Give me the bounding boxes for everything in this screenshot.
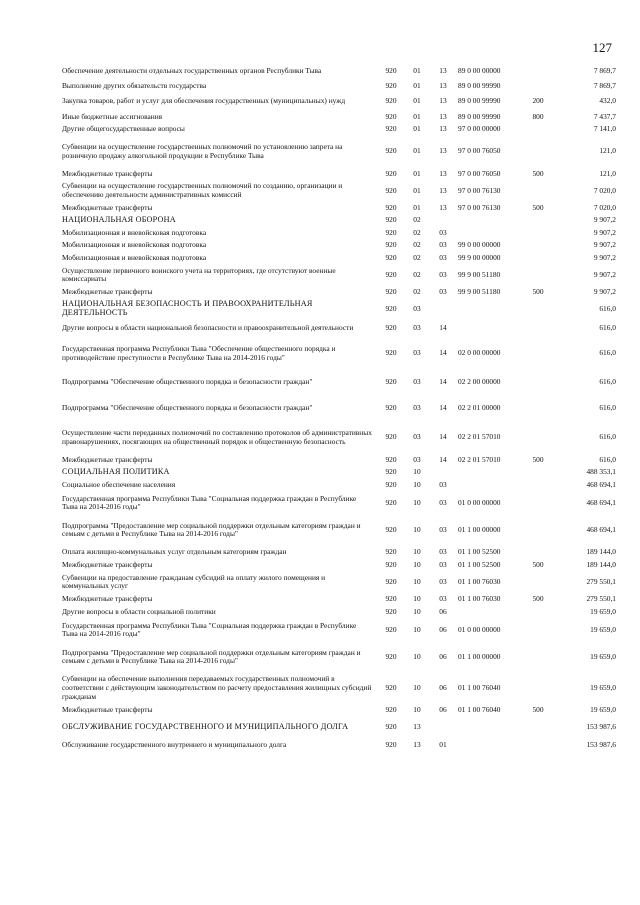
cell-rz: 13 [413, 721, 421, 731]
cell-cs: 99 0 00 00000 [458, 240, 501, 250]
cell-sum: 468 694,1 [586, 524, 616, 534]
cell-vr [524, 545, 552, 559]
cell-vr [524, 642, 552, 672]
cell-pr: 03 [439, 497, 447, 507]
table-row [62, 642, 616, 672]
budget-rows [62, 62, 616, 753]
cell-pr: 14 [439, 377, 447, 387]
cell-sum: 616,0 [599, 432, 616, 442]
table-row [62, 672, 616, 704]
cell-gr: 920 [385, 705, 397, 715]
table-row [62, 606, 616, 619]
table-row [62, 491, 616, 515]
cell-rz: 03 [413, 348, 421, 358]
cell-rz: 01 [413, 202, 421, 212]
cell-name: Иные бюджетные ассигнования [62, 111, 163, 121]
cell-vr [524, 491, 552, 515]
cell-name: Социальное обеспечение населения [62, 479, 176, 489]
cell-cs: 99 9 00 51180 [458, 269, 501, 279]
cell-rz: 02 [413, 269, 421, 279]
cell-rz: 01 [413, 146, 421, 156]
cell-gr: 920 [385, 96, 397, 106]
cell-gr: 920 [385, 432, 397, 442]
cell-cs: 02 2 01 57010 [458, 454, 501, 464]
cell-rz: 03 [413, 377, 421, 387]
cell-gr: 920 [385, 124, 397, 134]
cell-pr: 13 [439, 81, 447, 90]
cell-name: Межбюджетные трансферты [62, 560, 153, 570]
cell-pr: 03 [439, 560, 447, 570]
cell-cs: 01 0 00 00000 [458, 624, 501, 634]
cell-rz: 10 [413, 577, 421, 587]
cell-sum: 9 907,2 [593, 286, 616, 296]
cell-rz: 02 [413, 227, 421, 237]
cell-rz: 10 [413, 467, 421, 477]
cell-sum: 19 659,0 [590, 624, 616, 634]
cell-pr: 03 [439, 269, 447, 279]
cell-rz: 10 [413, 682, 421, 692]
cell-vr [524, 396, 552, 422]
cell-gr: 920 [385, 168, 397, 178]
cell-rz: 01 [413, 168, 421, 178]
cell-pr: 13 [439, 111, 447, 121]
cell-name: Межбюджетные трансферты [62, 594, 153, 604]
table-row [62, 80, 616, 93]
cell-vr: 500 [532, 168, 544, 178]
cell-name: Государственная программа Республики Тыва "Социальная поддержка граждан в Республике Тыва на 2014-2016 годы" [62, 493, 357, 512]
cell-cs: 01 1 00 00000 [458, 524, 501, 534]
cell-name: Межбюджетные трансферты [62, 705, 153, 715]
cell-pr: 14 [439, 323, 447, 333]
cell-name: Государственная программа Республики Тыва "Обеспечение общественного порядка и противодействие преступности в Республике Тыва на 2014-2016 годы" [62, 343, 336, 362]
cell-gr: 920 [385, 594, 397, 604]
cell-pr: 03 [439, 577, 447, 587]
cell-gr: 920 [385, 377, 397, 387]
cell-sum: 616,0 [599, 403, 616, 413]
cell-name: Закупка товаров, работ и услуг для обеспечения государственных (муниципальных) нужд [62, 96, 346, 106]
cell-cs [456, 737, 524, 753]
cell-pr [430, 466, 456, 479]
cell-cs: 01 1 00 52500 [458, 560, 501, 570]
cell-name: Мобилизационная и вневойсковая подготовка [62, 227, 207, 237]
cell-rz: 02 [413, 240, 421, 250]
cell-rz: 10 [413, 524, 421, 534]
cell-gr: 920 [385, 227, 397, 237]
section-row [62, 298, 616, 319]
table-row [62, 704, 616, 717]
cell-sum: 616,0 [599, 303, 616, 313]
cell-pr: 06 [439, 624, 447, 634]
cell-name: Другие общегосударственные вопросы [62, 124, 185, 134]
cell-sum: 121,0 [599, 168, 616, 178]
cell-name: СОЦИАЛЬНАЯ ПОЛИТИКА [62, 467, 170, 477]
cell-name: Подпрограмма "Предоставление мер социальной поддержки отдельным категориям граждан и семьям с детьми в Республике Тыва на 2014-2016 годы" [62, 647, 361, 666]
budget-table [62, 62, 616, 753]
cell-rz: 10 [413, 479, 421, 489]
cell-pr: 06 [439, 606, 447, 616]
cell-vr [524, 214, 552, 227]
cell-name: Мобилизационная и вневойсковая подготовка [62, 240, 207, 250]
cell-sum: 7 869,7 [593, 81, 616, 90]
cell-cs: 99 9 00 00000 [458, 252, 501, 262]
cell-rz: 01 [413, 185, 421, 195]
cell-rz: 02 [413, 252, 421, 262]
cell-vr [524, 62, 552, 80]
cell-gr: 920 [385, 215, 397, 225]
cell-gr: 920 [385, 81, 397, 90]
cell-vr [524, 672, 552, 704]
cell-cs [456, 214, 524, 227]
cell-gr: 920 [385, 323, 397, 333]
cell-vr [524, 320, 552, 338]
cell-pr: 13 [439, 96, 447, 106]
cell-cs [456, 466, 524, 479]
cell-gr: 920 [385, 577, 397, 587]
cell-cs: 97 0 00 00000 [458, 124, 501, 134]
table-row [62, 136, 616, 168]
cell-vr [524, 370, 552, 396]
cell-pr: 03 [439, 252, 447, 262]
cell-rz: 10 [413, 624, 421, 634]
table-row [62, 252, 616, 265]
table-row [62, 111, 616, 124]
cell-sum: 19 659,0 [590, 682, 616, 692]
cell-vr: 500 [532, 594, 544, 604]
cell-gr: 920 [385, 524, 397, 534]
cell-rz: 13 [413, 739, 421, 749]
cell-pr: 06 [439, 651, 447, 661]
cell-cs [456, 298, 524, 319]
cell-vr [524, 136, 552, 168]
cell-pr: 03 [439, 546, 447, 556]
cell-gr: 920 [385, 651, 397, 661]
cell-gr: 920 [385, 146, 397, 156]
cell-pr: 13 [439, 185, 447, 195]
cell-sum: 121,0 [599, 146, 616, 156]
cell-pr: 13 [439, 202, 447, 212]
cell-name: Обеспечение деятельности отдельных государственных органов Республики Тыва [62, 65, 322, 75]
cell-gr: 920 [385, 202, 397, 212]
cell-sum: 432,0 [599, 96, 616, 106]
table-row [62, 180, 616, 201]
cell-sum: 7 020,0 [593, 202, 616, 212]
cell-name: Осуществление части переданных полномочий по составлению протоколов об административных правонарушениях, посягающих на общественный порядок и общественную безопасность [62, 427, 372, 446]
cell-vr [524, 606, 552, 619]
cell-pr: 14 [439, 348, 447, 358]
cell-vr [524, 466, 552, 479]
cell-pr: 06 [439, 682, 447, 692]
cell-vr: 500 [532, 286, 544, 296]
cell-gr: 920 [385, 252, 397, 262]
cell-name: Подпрограмма "Обеспечение общественного порядка и безопасности граждан" [62, 403, 313, 413]
cell-gr: 920 [385, 111, 397, 121]
table-row [62, 618, 616, 642]
cell-sum: 616,0 [599, 348, 616, 358]
table-row [62, 559, 616, 572]
cell-sum: 7 020,0 [593, 185, 616, 195]
cell-gr: 920 [385, 269, 397, 279]
cell-gr: 920 [385, 240, 397, 250]
cell-rz: 02 [413, 286, 421, 296]
cell-vr: 800 [532, 111, 544, 121]
cell-vr: 500 [532, 202, 544, 212]
cell-pr: 13 [439, 124, 447, 134]
cell-sum: 153 987,6 [586, 739, 616, 749]
cell-vr [524, 180, 552, 201]
cell-cs: 97 0 00 76130 [458, 202, 501, 212]
cell-name: Межбюджетные трансферты [62, 168, 153, 178]
cell-cs [456, 717, 524, 737]
cell-cs: 89 0 00 99990 [458, 111, 501, 121]
section-row [62, 466, 616, 479]
table-row [62, 370, 616, 396]
cell-gr: 920 [385, 303, 397, 313]
cell-cs [456, 606, 524, 619]
cell-name: Оплата жилищно-коммунальных услуг отдельным категориям граждан [62, 546, 287, 556]
cell-cs: 02 2 01 00000 [458, 403, 501, 413]
table-row [62, 479, 616, 492]
cell-pr: 03 [439, 240, 447, 250]
table-row [62, 202, 616, 215]
cell-rz: 03 [413, 303, 421, 313]
cell-sum: 488 353,1 [586, 467, 616, 477]
cell-rz: 03 [413, 323, 421, 333]
cell-vr: 200 [532, 96, 544, 106]
cell-sum: 9 907,2 [593, 252, 616, 262]
cell-cs: 99 9 00 51180 [458, 286, 501, 296]
cell-name: НАЦИОНАЛЬНАЯ ОБОРОНА [62, 215, 176, 225]
cell-rz: 10 [413, 606, 421, 616]
cell-cs: 97 0 00 76050 [458, 146, 501, 156]
cell-name: Мобилизационная и вневойсковая подготовка [62, 252, 207, 262]
table-row [62, 93, 616, 111]
cell-name: Обслуживание государственного внутреннего и муниципального долга [62, 739, 287, 749]
cell-pr: 06 [439, 705, 447, 715]
cell-name: Межбюджетные трансферты [62, 286, 153, 296]
cell-rz: 01 [413, 111, 421, 121]
cell-gr: 920 [385, 479, 397, 489]
cell-pr: 14 [439, 432, 447, 442]
cell-name: Подпрограмма "Предоставление мер социальной поддержки отдельным категориям граждан и семьям с детьми в Республике Тыва на 2014-2016 годы" [62, 520, 361, 539]
table-row [62, 338, 616, 370]
table-row [62, 515, 616, 545]
cell-cs: 01 1 00 76030 [458, 577, 501, 587]
cell-gr: 920 [385, 454, 397, 464]
cell-sum: 9 907,2 [593, 269, 616, 279]
cell-pr: 13 [439, 168, 447, 178]
cell-cs [456, 227, 524, 240]
cell-vr [524, 572, 552, 593]
cell-vr [524, 227, 552, 240]
cell-name: НАЦИОНАЛЬНАЯ БЕЗОПАСНОСТЬ И ПРАВООХРАНИТЕЛЬНАЯ ДЕЯТЕЛЬНОСТЬ [62, 299, 313, 317]
cell-name: Выполнение других обязательств государства [62, 81, 207, 90]
cell-name: Межбюджетные трансферты [62, 454, 153, 464]
cell-sum: 616,0 [599, 377, 616, 387]
cell-vr [524, 338, 552, 370]
cell-gr: 920 [385, 348, 397, 358]
table-row [62, 168, 616, 181]
cell-cs: 97 0 00 76050 [458, 168, 501, 178]
table-row [62, 572, 616, 593]
cell-gr: 920 [385, 606, 397, 616]
cell-gr: 920 [385, 682, 397, 692]
cell-pr [430, 298, 456, 319]
table-row [62, 286, 616, 299]
cell-sum: 9 907,2 [593, 240, 616, 250]
cell-name: Другие вопросы в области социальной политики [62, 606, 216, 616]
cell-vr [524, 298, 552, 319]
cell-sum: 9 907,2 [593, 227, 616, 237]
cell-cs: 02 0 00 00000 [458, 348, 501, 358]
table-row [62, 62, 616, 80]
table-row [62, 593, 616, 606]
cell-name: Субвенции на обеспечение выполнения передаваемых государственных полномочий в соответствии с действующим законодательством по расчету предоставления жилищных субсидий гражданам [62, 674, 372, 701]
table-row [62, 396, 616, 422]
cell-sum: 616,0 [599, 454, 616, 464]
section-row [62, 717, 616, 737]
cell-sum: 19 659,0 [590, 606, 616, 616]
cell-vr [524, 515, 552, 545]
cell-sum: 9 907,2 [593, 215, 616, 225]
cell-cs: 89 0 00 99990 [458, 81, 501, 90]
cell-vr [524, 239, 552, 252]
cell-name: Субвенции на осуществление государственных полномочий по установлению запрета на розничную продажу алкогольной продукции в Республике Тыва [62, 142, 343, 160]
cell-sum: 279 550,1 [586, 577, 616, 587]
cell-vr [524, 80, 552, 93]
cell-cs: 01 1 00 00000 [458, 651, 501, 661]
cell-pr: 03 [439, 524, 447, 534]
cell-cs: 01 1 00 76040 [458, 682, 501, 692]
cell-rz: 03 [413, 454, 421, 464]
cell-name: Государственная программа Республики Тыва "Социальная поддержка граждан в Республике Тыва на 2014-2016 годы" [62, 620, 357, 639]
table-row [62, 227, 616, 240]
cell-cs [456, 479, 524, 492]
cell-rz: 10 [413, 705, 421, 715]
cell-rz: 10 [413, 546, 421, 556]
cell-sum: 19 659,0 [590, 705, 616, 715]
cell-sum: 189 144,0 [586, 560, 616, 570]
cell-cs: 01 1 00 76040 [458, 705, 501, 715]
cell-vr: 500 [532, 705, 544, 715]
cell-name: Подпрограмма "Обеспечение общественного порядка и безопасности граждан" [62, 377, 313, 387]
cell-vr [524, 252, 552, 265]
cell-vr [524, 123, 552, 136]
cell-cs: 02 2 00 00000 [458, 377, 501, 387]
section-row [62, 214, 616, 227]
cell-sum: 616,0 [599, 323, 616, 333]
cell-cs [456, 320, 524, 338]
cell-gr: 920 [385, 624, 397, 634]
table-row [62, 737, 616, 753]
cell-gr: 920 [385, 403, 397, 413]
cell-cs: 02 2 01 57010 [458, 432, 501, 442]
cell-name: Субвенции на предоставление гражданам субсидий на оплату жилого помещения и коммунальных услуг [62, 572, 326, 591]
table-row [62, 239, 616, 252]
cell-sum: 189 144,0 [586, 546, 616, 556]
page-number: 127 [592, 40, 612, 55]
cell-gr: 920 [385, 65, 397, 75]
table-row [62, 123, 616, 136]
cell-sum: 7 437,7 [593, 111, 616, 121]
cell-rz: 02 [413, 215, 421, 225]
cell-vr: 500 [532, 560, 544, 570]
cell-cs: 97 0 00 76130 [458, 185, 501, 195]
table-row [62, 265, 616, 286]
cell-cs: 01 1 00 76030 [458, 594, 501, 604]
cell-cs: 89 0 00 00000 [458, 65, 501, 75]
table-row [62, 454, 616, 467]
cell-rz: 03 [413, 432, 421, 442]
cell-gr: 920 [385, 546, 397, 556]
cell-sum: 7 141,0 [593, 124, 616, 134]
cell-sum: 468 694,1 [586, 497, 616, 507]
cell-cs: 89 0 00 99990 [458, 96, 501, 106]
cell-cs: 01 1 00 52500 [458, 546, 501, 556]
cell-rz: 10 [413, 651, 421, 661]
cell-pr: 03 [439, 479, 447, 489]
cell-name: Другие вопросы в области национальной безопасности и правоохранительной деятельности [62, 323, 354, 333]
cell-gr: 920 [385, 739, 397, 749]
cell-pr: 03 [439, 594, 447, 604]
cell-name: Субвенции на осуществление государственных полномочий по созданию, организации и обеспечению деятельности административных комиссий [62, 181, 343, 199]
cell-pr: 01 [439, 739, 447, 749]
cell-rz: 10 [413, 497, 421, 507]
cell-pr [430, 214, 456, 227]
cell-pr: 13 [439, 146, 447, 156]
cell-rz: 01 [413, 96, 421, 106]
cell-vr: 500 [532, 454, 544, 464]
cell-name: Осуществление первичного воинского учета на территориях, где отсутствуют военные комиссариаты [62, 265, 336, 284]
cell-gr: 920 [385, 467, 397, 477]
cell-rz: 03 [413, 403, 421, 413]
cell-vr [524, 618, 552, 642]
cell-sum: 7 869,7 [593, 65, 616, 75]
cell-cs: 01 0 00 00000 [458, 497, 501, 507]
cell-rz: 01 [413, 65, 421, 75]
cell-name: Межбюджетные трансферты [62, 202, 153, 212]
cell-rz: 01 [413, 81, 421, 90]
cell-pr [430, 717, 456, 737]
cell-sum: 153 987,6 [586, 721, 616, 731]
cell-rz: 10 [413, 594, 421, 604]
cell-pr: 14 [439, 454, 447, 464]
cell-vr [524, 422, 552, 454]
cell-vr [524, 717, 552, 737]
cell-sum: 468 694,1 [586, 479, 616, 489]
cell-gr: 920 [385, 286, 397, 296]
cell-pr: 03 [439, 227, 447, 237]
cell-vr [524, 737, 552, 753]
table-row [62, 422, 616, 454]
cell-gr: 920 [385, 185, 397, 195]
cell-rz: 01 [413, 124, 421, 134]
cell-pr: 14 [439, 403, 447, 413]
cell-sum: 19 659,0 [590, 651, 616, 661]
cell-pr: 13 [439, 65, 447, 75]
cell-rz: 10 [413, 560, 421, 570]
cell-pr: 03 [439, 286, 447, 296]
cell-name: ОБСЛУЖИВАНИЕ ГОСУДАРСТВЕННОГО И МУНИЦИПАЛЬНОГО ДОЛГА [62, 721, 349, 731]
cell-gr: 920 [385, 721, 397, 731]
cell-gr: 920 [385, 497, 397, 507]
table-row [62, 320, 616, 338]
cell-vr [524, 265, 552, 286]
table-row [62, 545, 616, 559]
cell-sum: 279 550,1 [586, 594, 616, 604]
cell-vr [524, 479, 552, 492]
cell-gr: 920 [385, 560, 397, 570]
